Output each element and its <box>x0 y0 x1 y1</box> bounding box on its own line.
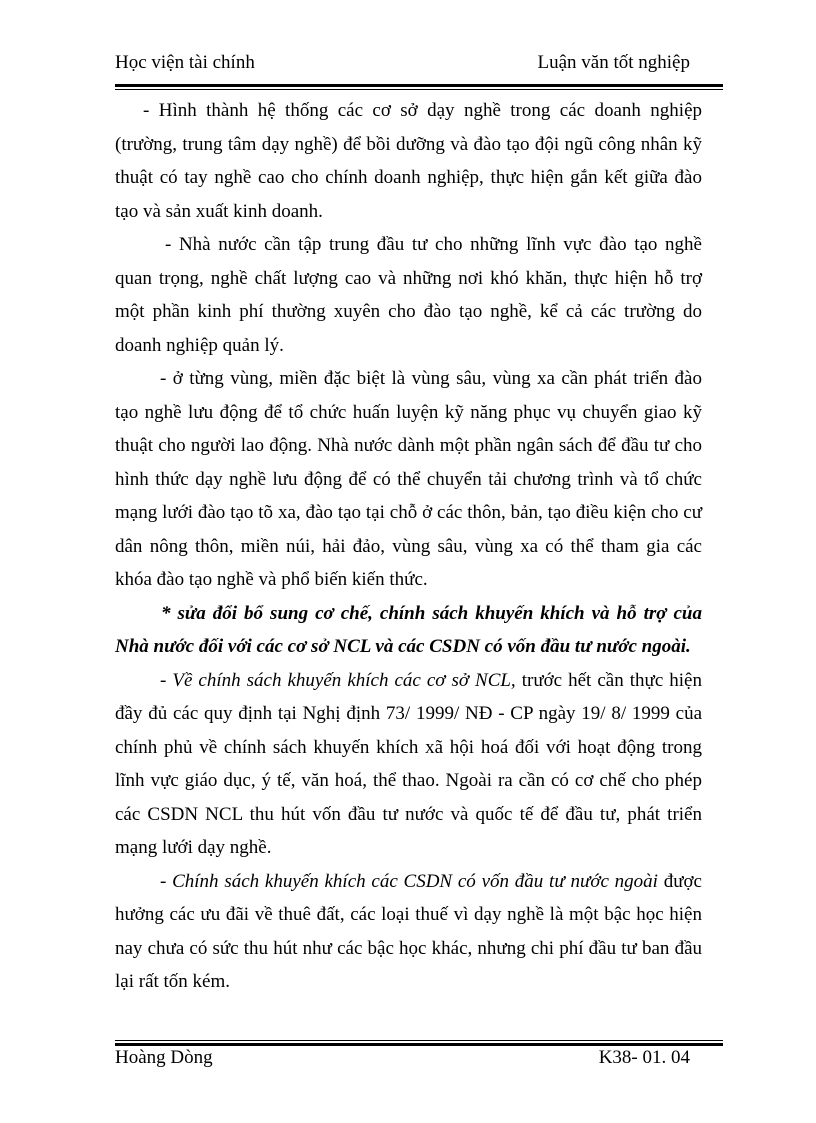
footer-author: Hoàng Dòng <box>115 1047 213 1068</box>
header-institution: Học viện tài chính <box>115 52 255 73</box>
footer-rule <box>115 1040 723 1046</box>
header-document-type: Luận văn tốt nghiệp <box>537 52 690 73</box>
paragraph-policy-fdi <box>115 865 702 999</box>
policy-fdi-text: được hưởng các ưu đãi về thuê đất, các loại thuế vì dạy nghề là một bậc học hiện nay chưa có sức thu hút như các bậc học khác, nhưng chi phí đầu tư ban đầu lại rất tốn kém. <box>115 870 702 992</box>
paragraph-vocational-enterprises: - Hình thành hệ thống các cơ sở dạy nghề trong các doanh nghiệp (trường, trung tâm dạy nghề) để bồi dưỡng và đào tạo đội ngũ công nhân kỹ thuật có tay nghề cao cho chính doanh nghiệp, thực hiện gắn kết giữa đào tạo và sản xuất kinh doanh. <box>115 100 702 222</box>
policy-ncl-lead: - Về chính sách khuyến khích các cơ sở NCL, <box>160 669 516 691</box>
paragraph-mobile-training: - ở từng vùng, miền đặc biệt là vùng sâu, vùng xa cần phát triển đào tạo nghề lưu động để tổ chức huấn luyện kỹ năng phục vụ chuyển giao kỹ thuật cho người lao động. Nhà nước dành một phần ngân sách để đầu tư cho hình thức dạy nghề lưu động để có thể chuyển tải chương trình và tổ chức mạng lưới đào tạo tõ xa, đào tạo tại chỗ ở các thôn, bản, tạo điều kiện cho cư dân nông thôn, miền núi, hải đảo, vùng sâu, vùng xa có thể tham gia các khóa đào tạo nghề và phổ biến kiến thức. <box>115 368 702 590</box>
header-rule <box>115 84 723 90</box>
paragraph-state-investment: - Nhà nước cần tập trung đầu tư cho những lĩnh vực đào tạo nghề quan trọng, nghề chất lượng cao và những nơi khó khăn, thực hiện hỗ trợ một phần kinh phí thường xuyên cho đào tạo nghề, kể cả các trường do doanh nghiệp quản lý. <box>115 234 702 356</box>
paragraph-policy-ncl <box>115 664 702 865</box>
section-heading: * sửa đổi bổ sung cơ chế, chính sách khuyến khích và hỗ trợ của Nhà nước đối với các cơ sở NCL và các CSDN có vốn đầu tư nước ngoài. <box>115 602 702 657</box>
policy-ncl-text: trước hết cần thực hiện đầy đủ các quy định tại Nghị định 73/ 1999/ NĐ - CP ngày 19/ 8/ 1999 của chính phủ về chính sách khuyến khích xã hội hoá đối với hoạt động trong lĩnh vực giáo dục, ý tế, văn hoá, thể thao. Ngoài ra cần có cơ chế cho phép các CSDN NCL thu hút vốn đầu tư nước và quốc tế để đầu tư, phát triển mạng lưới dạy nghề. <box>115 669 702 858</box>
page-header <box>115 52 690 80</box>
policy-fdi-lead: - Chính sách khuyến khích các CSDN có vốn đầu tư nước ngoài <box>160 870 658 892</box>
footer-class-code: K38- 01. 04 <box>598 1047 690 1068</box>
page-body <box>115 94 702 999</box>
